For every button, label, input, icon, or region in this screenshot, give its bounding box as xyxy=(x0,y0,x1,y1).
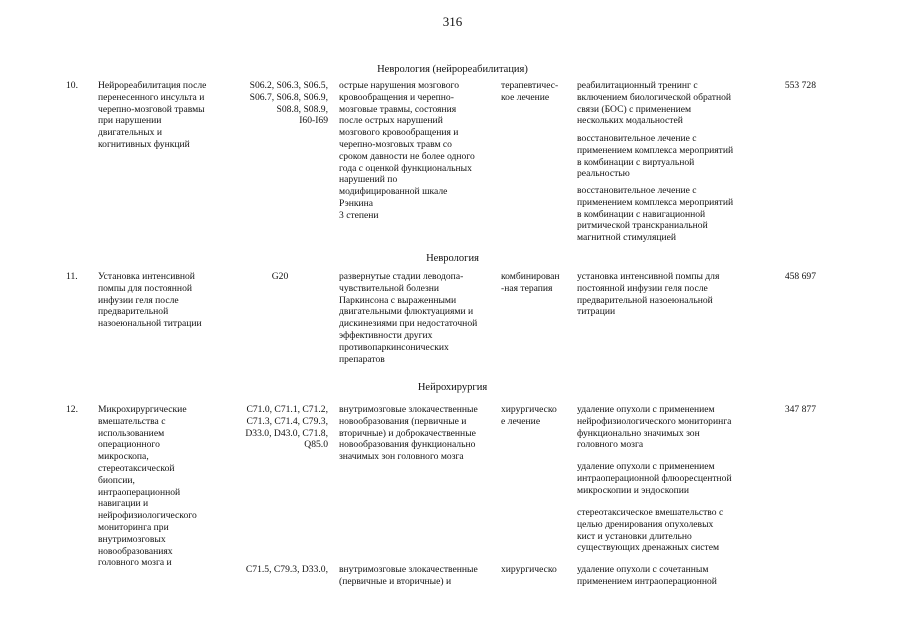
row-10-number: 10. xyxy=(66,80,78,91)
row-12-method-1: удаление опухоли с применением нейрофизиологического мониторинга функционально значимых зон головного мозга xyxy=(577,404,732,451)
row-12-icd-codes: C71.0, C71.1, C71.2, C71.3, C71.4, C79.3, D33.0, D43.0, C71.8, Q85.0 xyxy=(245,404,328,451)
row-12b-method-1: удаление опухоли с сочетанным применением интраоперационной xyxy=(577,564,717,587)
row-11-patient-model: развернутые стадии леводопа- чувствительной болезни Паркинсона с выраженными двигательными флюктуациями и дискинезиями при недостаточной эффективности других противопаркинсонических препаратов xyxy=(339,271,478,365)
row-10-name: Нейрореабилитация после перенесенного инсульта и черепно-мозговой травмы при нарушении двигательных и когнитивных функций xyxy=(98,80,207,150)
row-12-name: Микрохирургические вмешательства с использованием операционного микроскопа, стереотаксической биопсии, интраоперационной навигации и нейрофизиологического мониторинга при внутримозговых новообразованиях головного мозга и xyxy=(98,404,197,569)
section-heading-neurology: Неврология xyxy=(426,253,479,264)
row-12-treatment-type: хирургическо е лечение xyxy=(501,404,557,427)
row-12-patient-model: внутримозговые злокачественные новообразования (первичные и вторичные) и доброкачественные новообразования функционально значимых зон головного мозга xyxy=(339,404,478,463)
row-10-method-3: восстановительное лечение с применением комплекса мероприятий в комбинации с навигационной ритмической транскраниальной магнитной стимуляцией xyxy=(577,185,734,244)
row-11-number: 11. xyxy=(66,271,78,282)
row-10-icd-codes: S06.2, S06.3, S06.5, S06.7, S06.8, S06.9, S08.8, S08.9, I60-I69 xyxy=(249,80,328,127)
section-heading-neurosurgery: Нейрохирургия xyxy=(417,382,488,393)
row-12-method-3: стереотаксическое вмешательство с целью дренирования опухолевых кист и установки длительно существующих дренажных систем xyxy=(577,507,724,554)
row-11-cost: 458 697 xyxy=(784,271,816,282)
section-heading-neuro-rehab: Неврология (нейрореабилитация) xyxy=(377,64,528,75)
row-12-number: 12. xyxy=(66,404,78,415)
row-10-cost: 553 728 xyxy=(784,80,816,91)
row-11-treatment-type: комбинирован -ная терапия xyxy=(501,271,560,294)
row-11-icd-codes: G20 xyxy=(271,271,289,282)
row-11-method-1: установка интенсивной помпы для постоянной инфузии геля после предварительной назоеюнальной титрации xyxy=(577,271,720,318)
row-12b-treatment-type: хирургическо xyxy=(501,564,557,575)
row-10-treatment-type: терапевтичес- кое лечение xyxy=(501,80,559,103)
row-12-method-2: удаление опухоли с применением интраоперационной флюоресцентной микроскопии и эндоскопии xyxy=(577,461,732,496)
page-number: 316 xyxy=(442,14,463,29)
row-12b-icd-codes: C71.5, C79.3, D33.0, xyxy=(245,564,328,575)
row-12-cost: 347 877 xyxy=(784,404,816,415)
row-11-name: Установка интенсивной помпы для постоянной инфузии геля после предварительной назоеюнальной титрации xyxy=(98,271,202,330)
row-10-patient-model: острые нарушения мозгового кровообращения и черепно- мозговые травмы, состояния после острых нарушений мозгового кровообращения и черепно-мозговых травм со сроком давности не более одного года с оценкой функциональных нарушений по модифицированной шкале Рэнкина 3 степени xyxy=(339,80,475,221)
row-12b-patient-model: внутримозговые злокачественные (первичные и вторичные) и xyxy=(339,564,478,587)
row-10-method-2: восстановительное лечение с применением комплекса мероприятий в комбинации с виртуальной реальностью xyxy=(577,133,734,180)
row-10-method-1: реабилитационный тренинг с включением биологической обратной связи (БОС) с применением нескольких модальностей xyxy=(577,80,732,127)
